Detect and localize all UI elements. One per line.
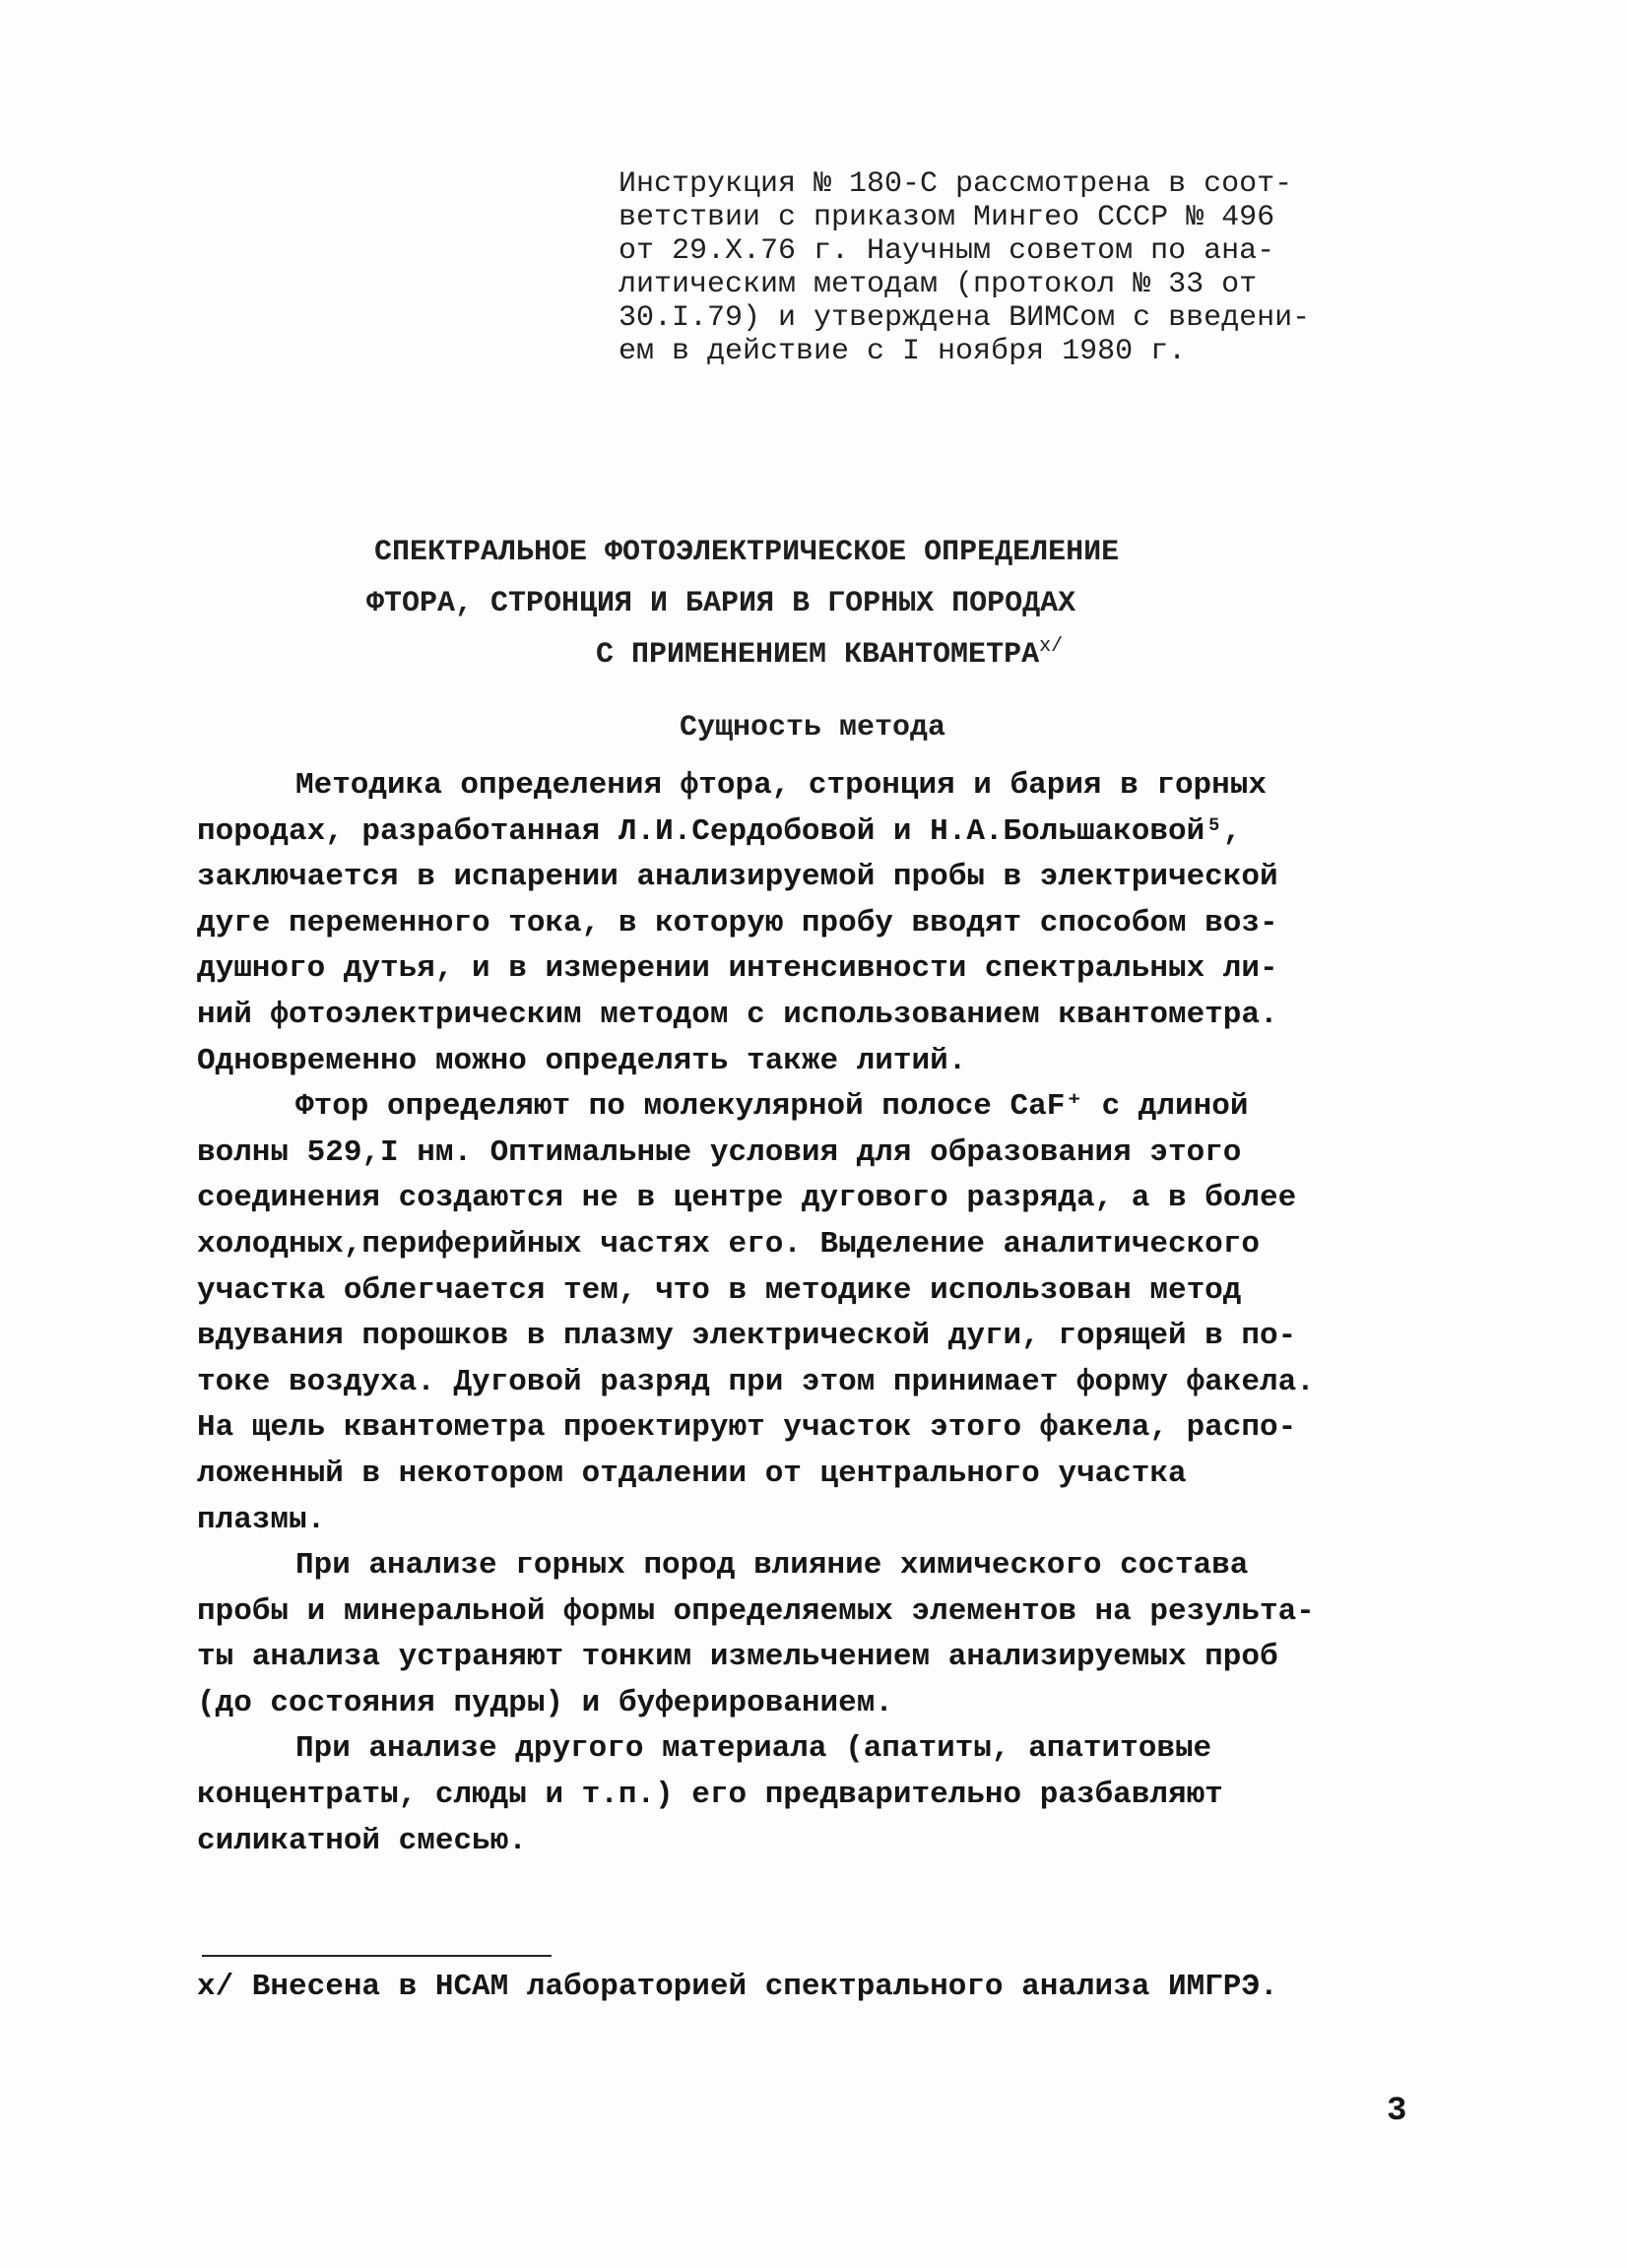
body-line: ты анализа устраняют тонким измельчением анализируемых проб bbox=[197, 1640, 1278, 1675]
body-line: ний фотоэлектрическим методом с использованием квантометра. bbox=[197, 997, 1278, 1032]
body-line: душного дутья, и в измерении интенсивности спектральных ли- bbox=[197, 951, 1278, 987]
body-text bbox=[197, 763, 1438, 1864]
body-line: концентраты, слюды и т.п.) его предварительно разбавляют bbox=[197, 1778, 1223, 1813]
approval-note-line: ем в действие с I ноября 1980 г. bbox=[619, 335, 1187, 368]
body-line: токе воздуха. Дуговой разряд при этом принимает форму факела. bbox=[197, 1364, 1315, 1399]
body-line: Фтор определяют по молекулярной полосе CaF⁺ с длиной bbox=[295, 1089, 1249, 1125]
title-line-2: ФТОРА, СТРОНЦИЯ И БАРИЯ В ГОРНЫХ ПОРОДАХ bbox=[366, 587, 1076, 620]
body-line: (до состояния пудры) и буферированием. bbox=[197, 1685, 893, 1720]
body-line: вдувания порошков в плазму электрической дуги, горящей в по- bbox=[197, 1319, 1297, 1354]
body-line: заключается в испарении анализируемой пробы в электрической bbox=[197, 860, 1278, 895]
section-heading: Сущность метода bbox=[680, 711, 946, 745]
approval-note-line: 30.I.79) и утверждена ВИМСом с введени- bbox=[619, 301, 1311, 335]
title-line-3-text: С ПРИМЕНЕНИЕМ КВАНТОМЕТРА bbox=[596, 638, 1040, 672]
title-line-3 bbox=[596, 629, 1063, 680]
approval-note bbox=[619, 167, 1436, 368]
body-line: При анализе другого материала (апатиты, апатитовые bbox=[295, 1731, 1212, 1767]
approval-note-line: ветствии с приказом Мингео СССР № 496 bbox=[619, 201, 1275, 234]
footnote: х/ Внесена в НСАМ лабораторией спектрального анализа ИМГРЭ. bbox=[197, 1970, 1278, 2004]
approval-note-line: от 29.X.76 г. Научным советом по ана- bbox=[619, 234, 1275, 268]
body-line: Методика определения фтора, стронция и бария в горных bbox=[295, 768, 1267, 803]
footnote-divider bbox=[202, 1955, 552, 1957]
body-line: дуге переменного тока, в которую пробу вводят способом воз- bbox=[197, 905, 1278, 940]
body-line: волны 529,I нм. Оптимальные условия для образования этого bbox=[197, 1134, 1242, 1170]
body-line: На щель квантометра проектируют участок этого факела, распо- bbox=[197, 1410, 1297, 1446]
body-line: соединения создаются не в центре дугового разряда, а в более bbox=[197, 1181, 1297, 1216]
title-footnote-mark: х/ bbox=[1039, 635, 1064, 658]
body-line: плазмы. bbox=[197, 1502, 326, 1537]
page-number: 3 bbox=[1387, 2093, 1407, 2130]
body-line: пробы и минеральной формы определяемых элементов на результа- bbox=[197, 1593, 1315, 1629]
body-line: При анализе горных пород влияние химического состава bbox=[295, 1548, 1249, 1584]
body-line: породах, разработанная Л.И.Сердобовой и Н.А.Большаковой⁵, bbox=[197, 813, 1242, 849]
title-line-1: СПЕКТРАЛЬНОЕ ФОТОЭЛЕКТРИЧЕСКОЕ ОПРЕДЕЛЕНИЕ bbox=[374, 536, 1120, 569]
approval-note-line: литическим методам (протокол № 33 от bbox=[619, 268, 1258, 301]
body-line: холодных,периферийных частях его. Выделение аналитического bbox=[197, 1226, 1260, 1262]
body-line: силикатной смесью. bbox=[197, 1823, 527, 1858]
body-line: участка облегчается тем, что в методике использован метод bbox=[197, 1272, 1242, 1308]
body-line: ложенный в некотором отдалении от центрального участка bbox=[197, 1456, 1187, 1491]
approval-note-line: Инструкция № 180-С рассмотрена в соот- bbox=[619, 167, 1293, 201]
body-line: Одновременно можно определять также литий. bbox=[197, 1043, 967, 1078]
